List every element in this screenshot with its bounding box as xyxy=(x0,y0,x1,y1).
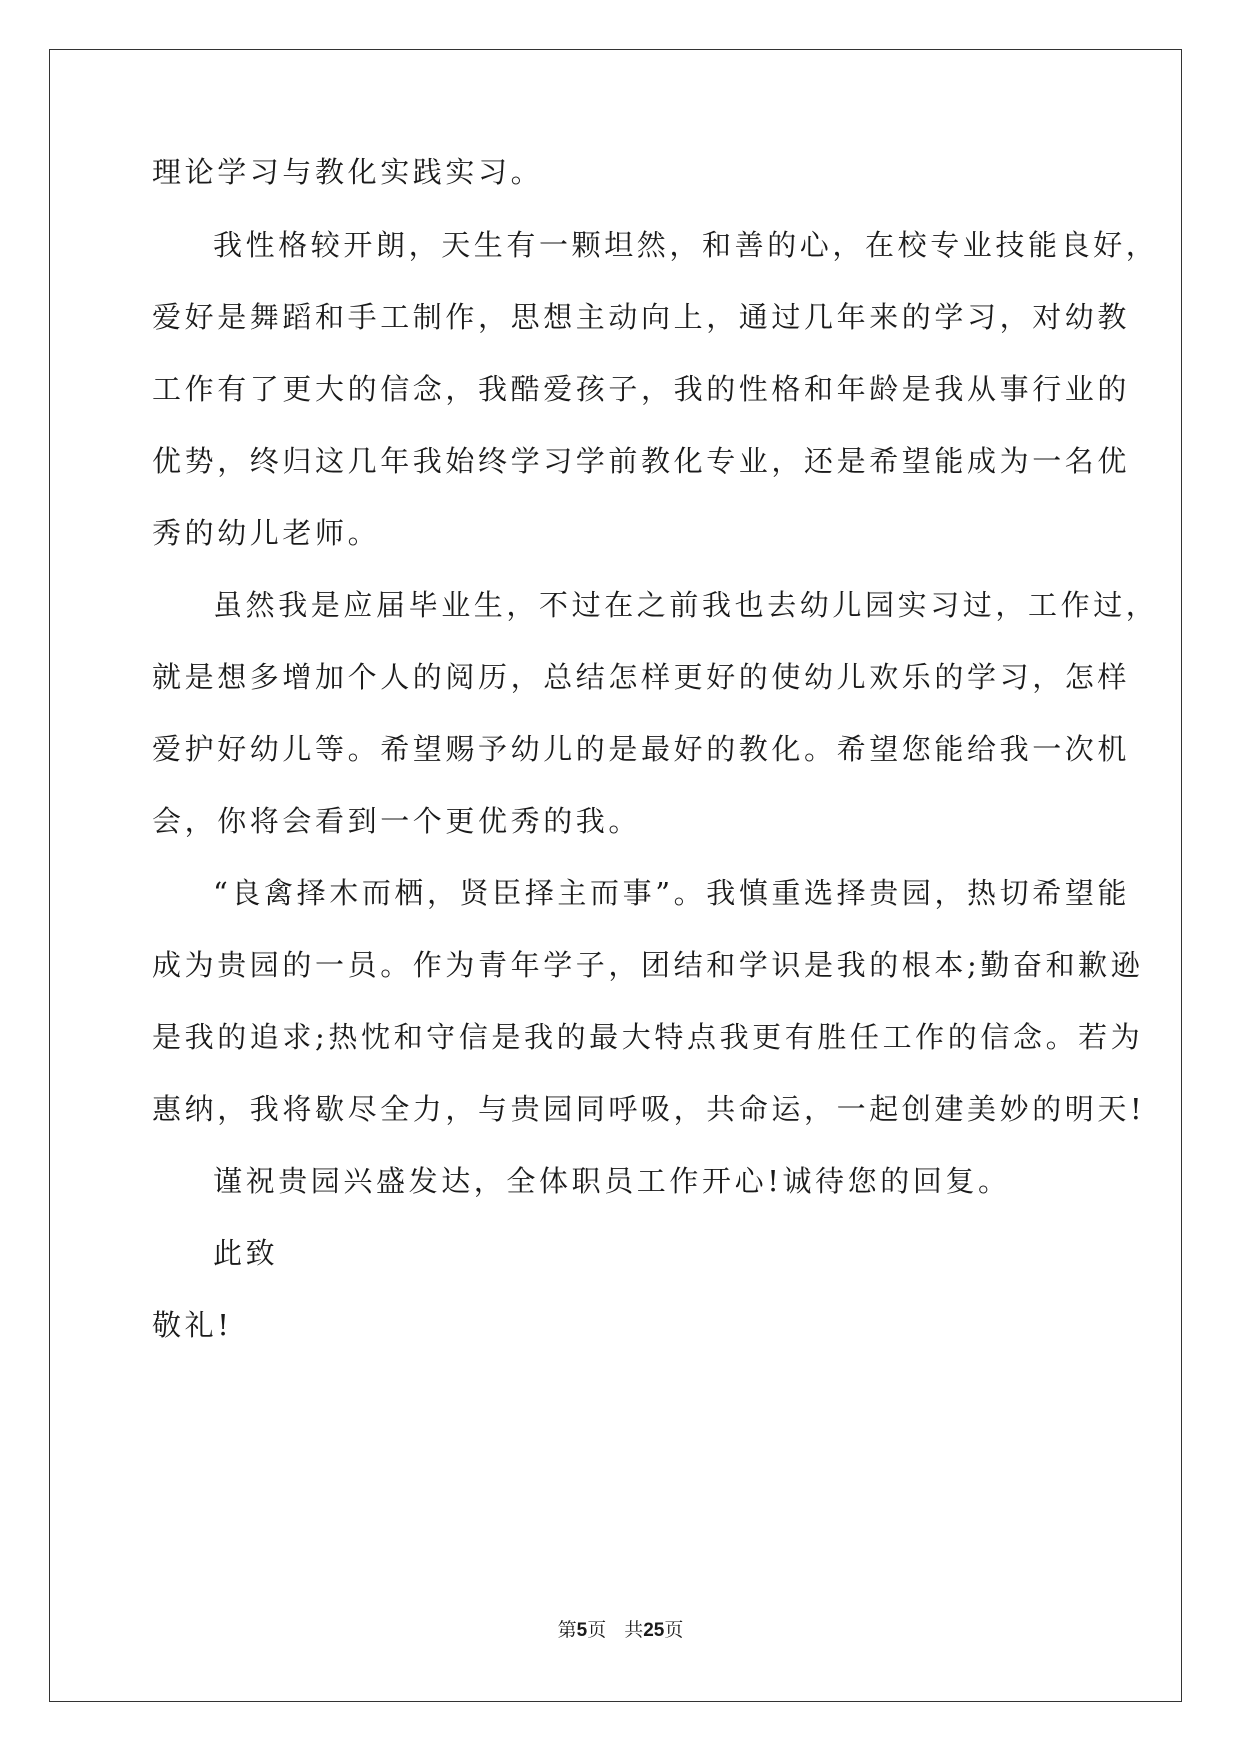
paragraph-first-line: “良禽择木而栖，贤臣择主而事”。我慎重选择贵园，热切希望能 xyxy=(213,876,1131,910)
page-prefix: 第 xyxy=(557,1619,577,1641)
text-line: 理论学习与教化实践实习。 xyxy=(152,155,544,189)
text-line: 秀的幼儿老师。 xyxy=(152,516,381,550)
text-line: 就是想多增加个人的阅历，总结怎样更好的使幼儿欢乐的学习，怎样 xyxy=(152,660,1131,694)
paragraph-first-line: 谨祝贵园兴盛发达，全体职员工作开心!诚待您的回复。 xyxy=(213,1164,1011,1198)
closing-salutation: 此致 xyxy=(213,1236,279,1270)
closing-regards: 敬礼! xyxy=(152,1308,233,1342)
total-prefix: 共 xyxy=(624,1619,644,1641)
page-number: 5 xyxy=(576,1620,588,1641)
page-suffix: 页 xyxy=(587,1619,607,1641)
text-line: 会，你将会看到一个更优秀的我。 xyxy=(152,804,642,838)
text-line: 优势，终归这几年我始终学习学前教化专业，还是希望能成为一名优 xyxy=(152,444,1131,478)
text-line: 爱护好幼儿等。希望赐予幼儿的是最好的教化。希望您能给我一次机 xyxy=(152,732,1131,766)
page-footer xyxy=(0,1615,1241,1642)
text-line: 是我的追求;热忱和守信是我的最大特点我更有胜任工作的信念。若为 xyxy=(152,1020,1144,1054)
total-suffix: 页 xyxy=(664,1619,684,1641)
text-line: 惠纳，我将歇尽全力，与贵园同呼吸，共命运，一起创建美妙的明天! xyxy=(152,1092,1146,1126)
text-line: 爱好是舞蹈和手工制作，思想主动向上，通过几年来的学习，对幼教 xyxy=(152,300,1131,334)
total-pages: 25 xyxy=(643,1620,665,1641)
text-line: 成为贵园的一员。作为青年学子，团结和学识是我的根本;勤奋和歉逊 xyxy=(152,948,1144,982)
paragraph-first-line: 我性格较开朗，天生有一颗坦然，和善的心，在校专业技能良好， xyxy=(213,228,1159,262)
paragraph-first-line: 虽然我是应届毕业生，不过在之前我也去幼儿园实习过，工作过， xyxy=(213,588,1159,622)
text-line: 工作有了更大的信念，我酷爱孩子，我的性格和年龄是我从事行业的 xyxy=(152,372,1131,406)
